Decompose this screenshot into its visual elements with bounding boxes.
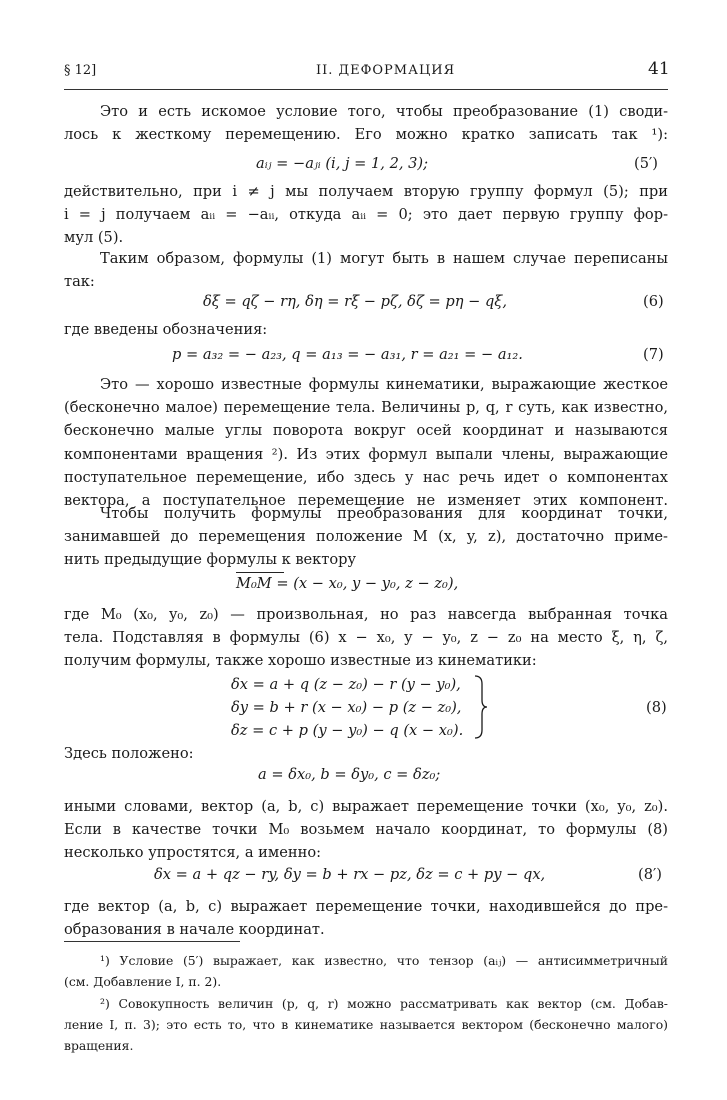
equation-8-line-3: δz = c + p (y − y₀) − q (x − x₀).: [231, 722, 464, 739]
right-brace-icon: [472, 674, 490, 740]
text-line: нить предыдущие формулы к вектору: [64, 551, 357, 569]
equation-8-line-1: δx = a + q (z − z₀) − r (y − y₀),: [231, 676, 461, 693]
paragraph-6: [64, 502, 668, 572]
text-line: тела. Подставляя в формулы (6) x − x₀, y − y₀, z − z₀ на место ξ, η, ζ,: [64, 629, 668, 647]
text-line: образования в начале координат.: [64, 921, 325, 939]
text-line: получим формулы, также хорошо известные из кинематики:: [64, 652, 537, 670]
paragraph-3: [64, 247, 668, 293]
equation-8-prime: δx = a + qz − ry, δy = b + rx − pz, δz = c + py − qx,: [154, 866, 546, 883]
page-number: 41: [648, 59, 670, 79]
text-line: Чтобы получить формулы преобразования для координат точки,: [100, 505, 668, 522]
text-line: i = j получаем aᵢᵢ = −aᵢᵢ, откуда aᵢᵢ = 0; это дает первую группу фор-: [64, 206, 668, 224]
header-section: § 12]: [64, 63, 97, 78]
paragraph-9: [64, 795, 668, 865]
footnote-line: ²) Совокупность величин (p, q, r) можно рассматривать как вектор (см. Добав-: [100, 996, 668, 1011]
paragraph-5: [64, 373, 668, 512]
text-line: компонентами вращения ²). Из этих формул выпали члены, выражающие: [64, 445, 668, 463]
vector-overline: [236, 572, 284, 573]
equation-6: δξ = qζ − rη, δη = rξ − pζ, δζ = pη − qξ,: [203, 293, 507, 310]
equation-5-prime: aᵢⱼ = −aⱼᵢ (i, j = 1, 2, 3);: [256, 155, 429, 172]
footnote-line: вращения.: [64, 1038, 134, 1053]
footnote-line: (см. Добавление I, п. 2).: [64, 974, 222, 989]
text-line: Если в качестве точки M₀ возьмем начало координат, то формулы (8): [64, 821, 668, 839]
text-line: лось к жесткому перемещению. Его можно кратко записать так ¹):: [64, 126, 668, 144]
equation-6-number: (6): [643, 293, 664, 310]
text-line: иными словами, вектор (a, b, c) выражает перемещение точки (x₀, y₀, z₀).: [64, 798, 668, 815]
equation-abc: a = δx₀, b = δy₀, c = δz₀;: [258, 766, 441, 783]
footnote-1: [64, 950, 668, 992]
text-line: занимавшей до перемещения положение M (x, y, z), достаточно приме-: [64, 528, 668, 546]
text-line: поступательное перемещение, ибо здесь у нас речь идет о компонентах: [64, 468, 668, 486]
equation-m0m: M₀M = (x − x₀, y − y₀, z − z₀),: [236, 575, 459, 592]
equation-8-number: (8): [646, 699, 667, 716]
text-line: Таким образом, формулы (1) могут быть в нашем случае переписаны: [100, 250, 668, 267]
footnote-rule: [64, 941, 240, 942]
text-line: так:: [64, 273, 95, 291]
equation-8-line-2: δy = b + r (x − x₀) − p (z − z₀),: [231, 699, 462, 716]
paragraph-4: [64, 318, 668, 341]
equation-7-number: (7): [643, 346, 664, 363]
equation-8-prime-number: (8′): [638, 866, 662, 883]
paragraph-1: [64, 100, 668, 146]
text-line: бесконечно малые углы поворота вокруг осей координат и называются: [64, 422, 668, 440]
text-line: где введены обозначения:: [64, 321, 268, 338]
footnote-line: ¹) Условие (5′) выражает, как известно, что тензор (aᵢⱼ) — антисимметричный: [100, 953, 668, 968]
equation-7: p = a₃₂ = − a₂₃, q = a₁₃ = − a₃₁, r = a₂₁ = − a₁₂.: [172, 346, 523, 363]
paragraph-7: [64, 603, 668, 673]
text-line: действительно, при i ≠ j мы получаем вторую группу формул (5); при: [64, 183, 668, 200]
paragraph-2: [64, 180, 668, 250]
text-line: несколько упростятся, а именно:: [64, 844, 322, 862]
text-line: Здесь положено:: [64, 745, 194, 762]
text-line: (бесконечно малое) перемещение тела. Величины p, q, r суть, как известно,: [64, 399, 668, 417]
paragraph-8: [64, 742, 668, 765]
text-line: мул (5).: [64, 229, 124, 247]
header-chapter: II. ДЕФОРМАЦИЯ: [316, 63, 456, 78]
text-line: где вектор (a, b, c) выражает перемещение точки, находившейся до пре-: [64, 898, 668, 915]
text-line: где M₀ (x₀, y₀, z₀) — произвольная, но раз навсегда выбранная точка: [64, 606, 668, 623]
equation-5-prime-number: (5′): [634, 155, 658, 172]
header-rule: [64, 89, 668, 90]
footnote-line: ление I, п. 3); это есть то, что в кинематике называется вектором (бесконечно малого): [64, 1017, 668, 1032]
footnote-2: [64, 993, 668, 1056]
text-line: Это — хорошо известные формулы кинематики, выражающие жесткое: [100, 376, 668, 393]
text-line: вектора, а поступательное перемещение не изменяет этих компонент.: [64, 491, 668, 509]
text-line: Это и есть искомое условие того, чтобы преобразование (1) своди-: [100, 103, 668, 120]
paragraph-10: [64, 895, 668, 941]
